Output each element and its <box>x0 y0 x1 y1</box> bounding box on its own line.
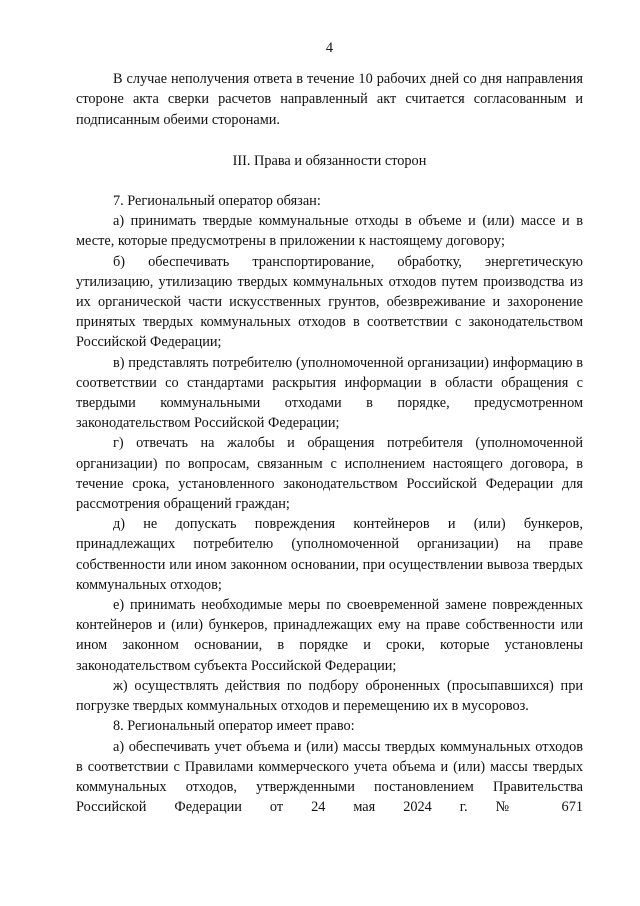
page-number: 4 <box>325 40 334 56</box>
clause-7-item-a: а) принимать твердые коммунальные отходы в объеме и (или) массе и в месте, которые предусмотрены в приложении к настоящему договору; <box>76 213 583 250</box>
section-heading: III. Права и обязанности сторон <box>232 152 427 169</box>
clause-7-item-e: е) принимать необходимые меры по своевременной замене поврежденных контейнеров и (или) бункеров, принадлежащих ему на праве собственности или ином законном основании, в порядке и сроки, которые установлены законодательством субъекта Российской Федерации; <box>76 597 583 674</box>
clause-7-item-v: в) представлять потребителю (уполномоченной организации) информацию в соответствии со стандартами раскрытия информации в области обращения с твердыми коммунальными отходами в порядке, предусмотренном законодательством Российской Федерации; <box>76 354 583 432</box>
intro-paragraph: В случае неполучения ответа в течение 10 рабочих дней со дня направления стороне акта сверки расчетов направленный акт считается согласованным и подписанным обеими сторонами. <box>76 71 583 128</box>
clause-7-item-g: г) отвечать на жалобы и обращения потребителя (уполномоченной организации) по вопросам, связанным с исполнением настоящего договора, в течение срока, установленного законодательством Российской Федерации для рассмотрения обращений граждан; <box>76 435 583 513</box>
clause-7-item-zh: ж) осуществлять действия по подбору оброненных (просыпавшихся) при погрузке твердых коммунальных отходов и перемещению их в мусоровоз. <box>76 677 583 715</box>
clause-7-title: 7. Региональный оператор обязан: <box>113 193 321 210</box>
clause-7-item-d: д) не допускать повреждения контейнеров и (или) бункеров, принадлежащих потребителю (уполномоченной организации) на праве собственности или ином законном основании, при осуществлении вывоза твердых коммунальных отходов; <box>76 516 583 593</box>
clause-7-item-b: б) обеспечивать транспортирование, обработку, энергетическую утилизацию, утилизацию твердых коммунальных отходов путем производства из их органической части искусственных грунтов, обезвреживание и захоронение принятых твердых коммунальных отходов в соответствии с законодательством Российской Федерации; <box>76 253 583 351</box>
clause-8-item-a: а) обеспечивать учет объема и (или) массы твердых коммунальных отходов в соответствии с Правилами коммерческого учета объема и (или) массы твердых коммунальных отходов, утвержденными постановлением Правительства Российской Федерации от 24 мая 2024 г. № 671 <box>76 738 583 816</box>
clause-8-title: 8. Региональный оператор имеет право: <box>113 718 355 735</box>
